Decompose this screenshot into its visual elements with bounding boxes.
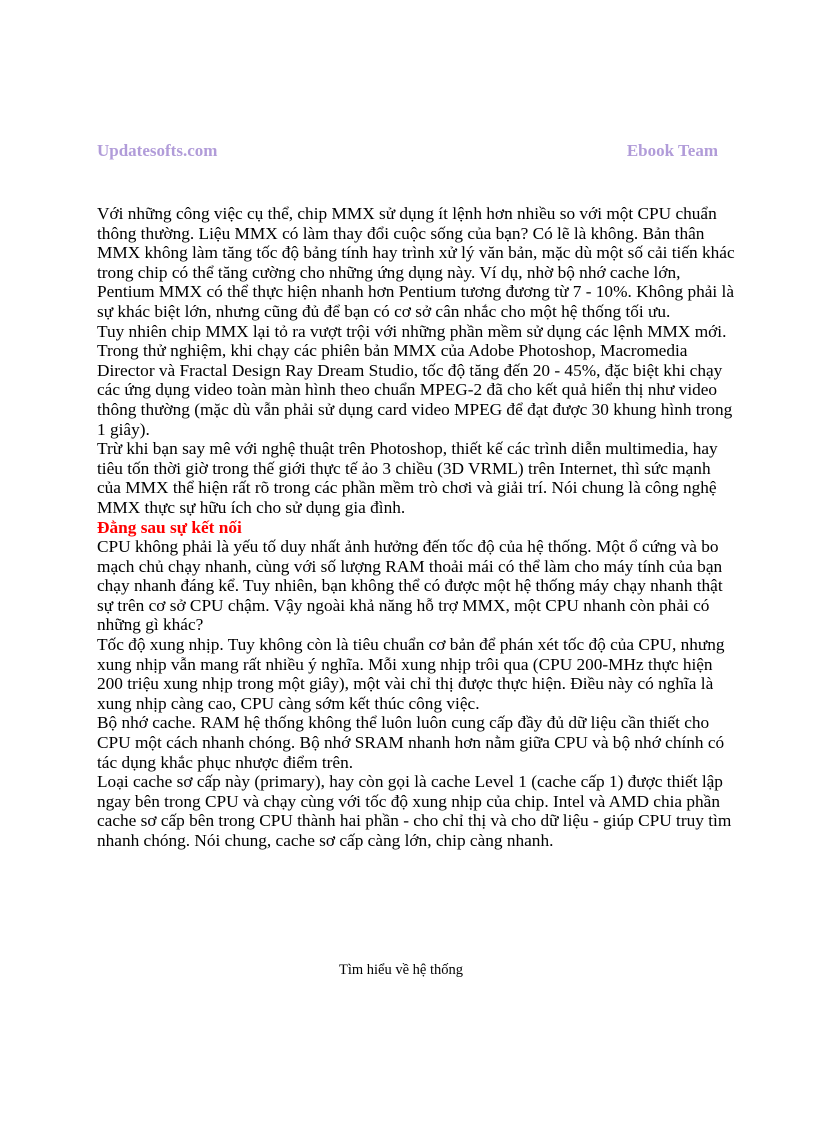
document-body [97,204,737,851]
section-heading: Đằng sau sự kết nối [97,517,242,537]
paragraph-cpu-factors: CPU không phải là yếu tố duy nhất ảnh hưởng đến tốc độ của hệ thống. Một ổ cứng và bo mạch chủ chạy nhanh, cùng với số lượng RAM thoải mái có thể làm cho máy tính của bạn chạy nhanh đáng kể. Tuy nhiên, bạn không thể có được một hệ thống máy chạy nhanh thật sự trên cơ sở CPU chậm. Vậy ngoài khả năng hỗ trợ MMX, một CPU nhanh còn phải có những gì khác? [97,537,723,635]
paragraph-mmx-usage: Trừ khi bạn say mê với nghệ thuật trên Photoshop, thiết kế các trình diễn multimedia, hay tiêu tốn thời giờ trong thế giới thực tế ảo 3 chiều (3D VRML) trên Internet, thì sức mạnh của MMX thể hiện rất rõ trong các phần mềm trò chơi và giải trí. Nói chung là công nghệ MMX thực sự hữu ích cho sử dụng gia đình. [97,439,718,517]
paragraph-mmx-intro: Với những công việc cụ thể, chip MMX sử dụng ít lệnh hơn nhiều so với một CPU chuẩn thông thường. Liệu MMX có làm thay đổi cuộc sống của bạn? Có lẽ là không. Bản thân MMX không làm tăng tốc độ bảng tính hay trình xử lý văn bản, mặc dù một số cải tiến khác trong chip có thể tăng cường cho những ứng dụng này. Ví dụ, nhờ bộ nhớ cache lớn, Pentium MMX có thể thực hiện nhanh hơn Pentium tương đương từ 7 - 10%. Không phải là sự khác biệt lớn, nhưng cũng đủ để bạn có cơ sở cân nhắc cho một hệ thống tối ưu. [97,204,735,321]
paragraph-cache-memory: Bộ nhớ cache. RAM hệ thống không thể luôn luôn cung cấp đầy đủ dữ liệu cần thiết cho CPU một cách nhanh chóng. Bộ nhớ SRAM nhanh hơn nằm giữa CPU và bộ nhớ chính có tác dụng khắc phục nhược điểm trên. [97,713,725,772]
paragraph-clock-speed: Tốc độ xung nhịp. Tuy không còn là tiêu chuẩn cơ bản để phán xét tốc độ của CPU, nhưng xung nhịp vẫn mang rất nhiều ý nghĩa. Mỗi xung nhịp trôi qua (CPU 200-MHz thực hiện 200 triệu xung nhịp trong một giây), một vài chỉ thị được thực hiện. Điều này có nghĩa là xung nhịp càng cao, CPU càng sớm kết thúc công việc. [97,635,725,713]
page-footer [0,962,816,979]
paragraph-primary-cache: Loại cache sơ cấp này (primary), hay còn gọi là cache Level 1 (cache cấp 1) được thiết lập ngay bên trong CPU và chạy cùng với tốc độ xung nhịp của chip. Intel và AMD chia phần cache sơ cấp bên trong CPU thành hai phần - cho chỉ thị và cho dữ liệu - giúp CPU truy tìm nhanh chóng. Nói chung, cache sơ cấp càng lớn, chip càng nhanh. [97,772,732,850]
paragraph-mmx-performance: Tuy nhiên chip MMX lại tỏ ra vượt trội với những phần mềm sử dụng các lệnh MMX mới. Trong thử nghiệm, khi chạy các phiên bản MMX của Adobe Photoshop, Macromedia Director và Fractal Design Ray Dream Studio, tốc độ tăng đến 20 - 45%, đặc biệt khi chạy các ứng dụng video toàn màn hình theo chuẩn MPEG-2 đã cho kết quả hiển thị như video thông thường (mặc dù vẫn phải sử dụng card video MPEG để đạt được 30 khung hình trong 1 giây). [97,321,733,439]
header-site-name: Updatesofts.com [97,141,218,160]
footer-title: Tìm hiểu về hệ thống [338,962,464,978]
header-team-name: Ebook Team [626,141,718,160]
page-header [97,141,718,165]
